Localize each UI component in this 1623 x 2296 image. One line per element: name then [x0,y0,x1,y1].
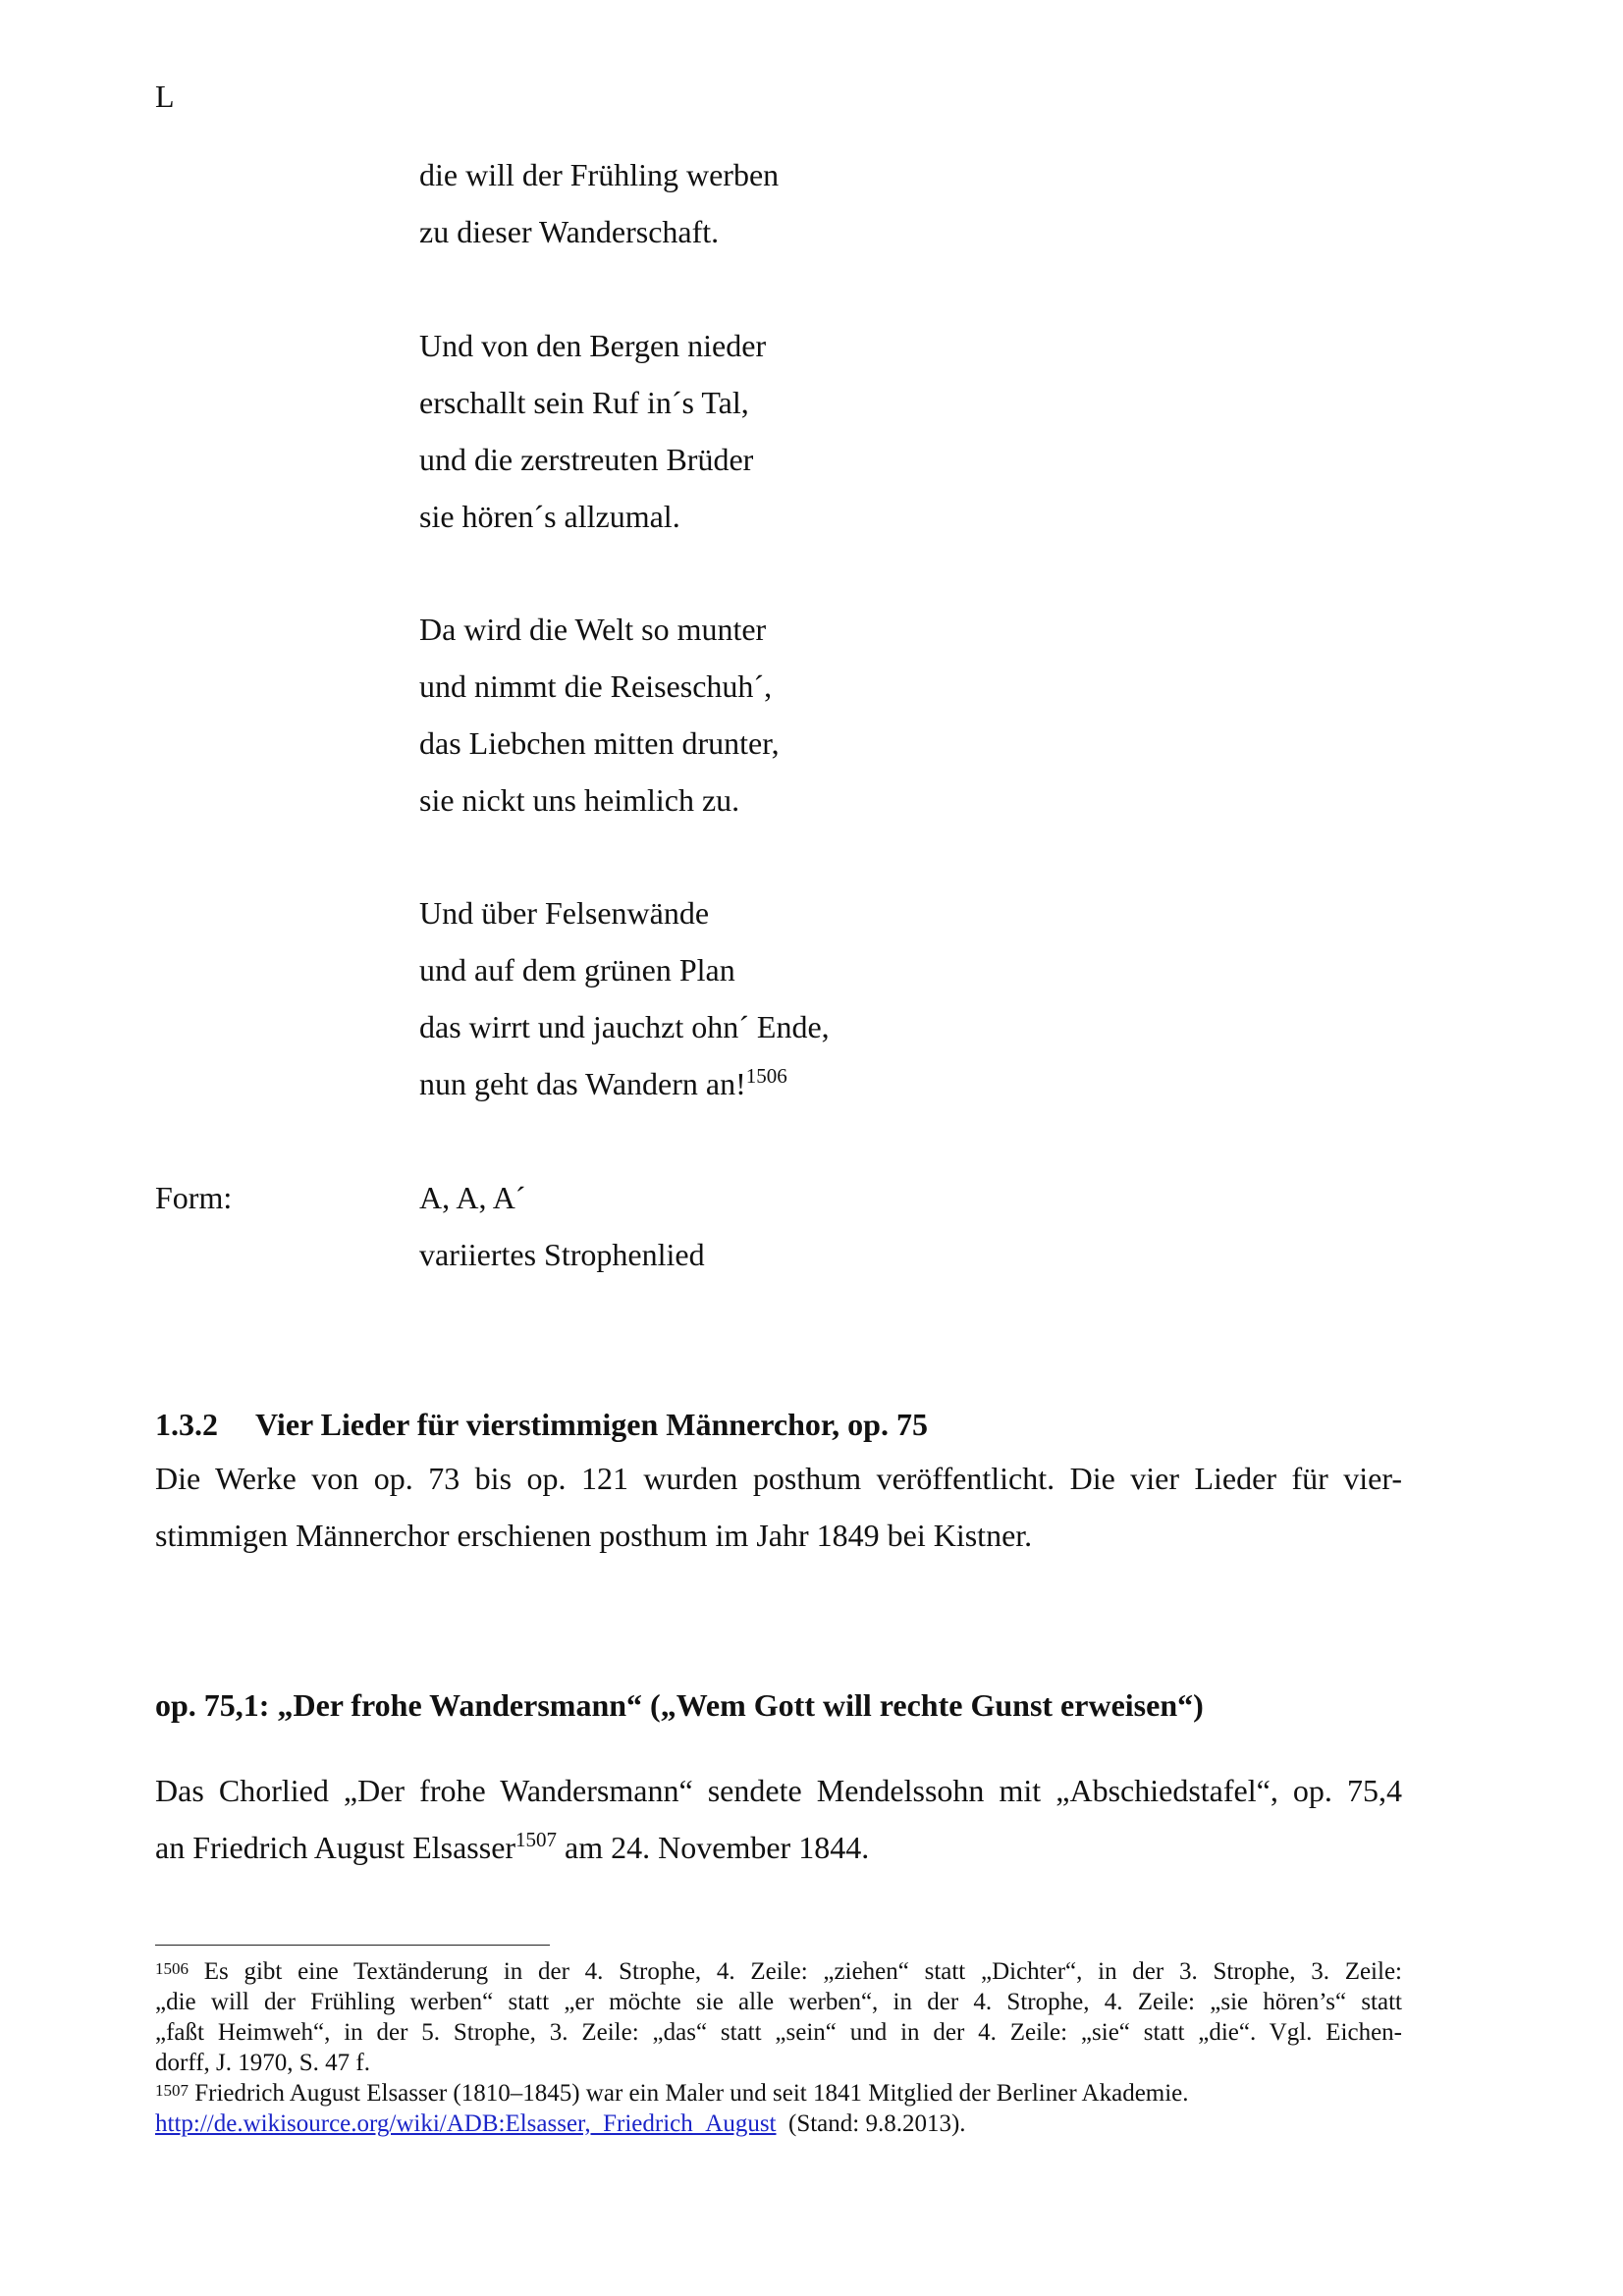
poem-line: und auf dem grünen Plan [419,952,735,988]
form-value: variiertes Strophenlied [419,1237,705,1272]
poem-line: und nimmt die Reiseschuh´, [419,668,773,704]
footnote-1506-line: dorff, J. 1970, S. 47 f. [155,2050,370,2076]
form-label: Form: [155,1180,233,1215]
footnote-1507-line [155,2109,1402,2139]
section-title: Vier Lieder für vierstimmigen Männerchor, op. 75 [255,1407,928,1442]
section-number: 1.3.2 [155,1407,218,1442]
footnote-1506-line: „faßt Heimweh“, in der 5. Strophe, 3. Zeile: „das“ statt „sein“ und in der 4. Zeile: „sie“ statt „die“. Vgl. Eichen- [155,2019,1402,2046]
footnote-1507-line [155,2078,1402,2109]
subsection-paragraph [155,1762,1402,1876]
poem-line: sie hören´s allzumal. [419,499,680,534]
poem-line: zu dieser Wanderschaft. [419,214,720,249]
footnotes [155,1956,1402,2139]
poem-line-text: nun geht das Wandern an! [419,1066,746,1101]
footnote-number: 1507 [155,2081,189,2100]
paragraph-line: Das Chorlied „Der frohe Wandersmann“ sendete Mendelssohn mit „Abschiedstafel“, op. 75,4 [155,1773,1402,1808]
section-paragraph [155,1450,1402,1564]
poem-stanza-4 [419,884,830,1112]
page-header-mark: L [155,79,175,114]
poem-stanza-2 [419,317,766,545]
poem-line: sie nickt uns heimlich zu. [419,782,740,818]
section-heading [155,1400,928,1449]
subsection-heading: op. 75,1: „Der frohe Wandersmann“ („Wem Gott will rechte Gunst erweisen“) [155,1687,1204,1723]
footnote-1506-line [155,1956,1402,1987]
paragraph-line: Die Werke von op. 73 bis op. 121 wurden posthum veröffentlicht. Die vier Lieder für vier- [155,1461,1402,1496]
form-value: A, A, A´ [419,1180,526,1215]
form-values [419,1169,705,1283]
poem-line: Da wird die Welt so munter [419,612,767,647]
paragraph-text: an Friedrich August Elsasser [155,1830,516,1865]
footnote-text: Friedrich August Elsasser (1810–1845) war ein Maler und seit 1841 Mitglied der Berliner Akademie. [189,2080,1189,2107]
poem-stanza-1 [419,146,779,260]
footnote-text: Es gibt eine Textänderung in der 4. Strophe, 4. Zeile: „ziehen“ statt „Dichter“, in der 3. Strophe, 3. Zeile: [189,1958,1402,1985]
poem-line: das wirrt und jauchzt ohn´ Ende, [419,1009,830,1044]
poem-line: das Liebchen mitten drunter, [419,725,780,761]
poem-line: und die zerstreuten Brüder [419,442,754,477]
footnote-number: 1506 [155,1959,189,1978]
poem-line: Und von den Bergen nieder [419,328,767,363]
footnote-ref-1506[interactable]: 1506 [745,1064,787,1088]
paragraph-text: am 24. November 1844. [557,1830,870,1865]
poem-stanza-3 [419,601,780,828]
poem-line: die will der Frühling werben [419,157,780,192]
wikisource-link[interactable]: http://de.wikisource.org/wiki/ADB:Elsasser,_Friedrich_August [155,2110,777,2137]
footnote-ref-1507[interactable]: 1507 [515,1828,558,1851]
poem-line-with-footnote [419,1055,830,1112]
footnote-1506-line: „die will der Frühling werben“ statt „er möchte sie alle werben“, in der 4. Strophe, 4. Zeile: „sie hören’s“ statt [155,1989,1402,2015]
footnote-text: (Stand: 9.8.2013). [776,2110,966,2137]
footnote-separator [155,1945,550,1946]
paragraph-line: stimmigen Männerchor erschienen posthum im Jahr 1849 bei Kistner. [155,1518,1033,1553]
poem-line: erschallt sein Ruf in´s Tal, [419,385,749,420]
poem-line: Und über Felsenwände [419,895,710,931]
paragraph-line [155,1819,1402,1876]
